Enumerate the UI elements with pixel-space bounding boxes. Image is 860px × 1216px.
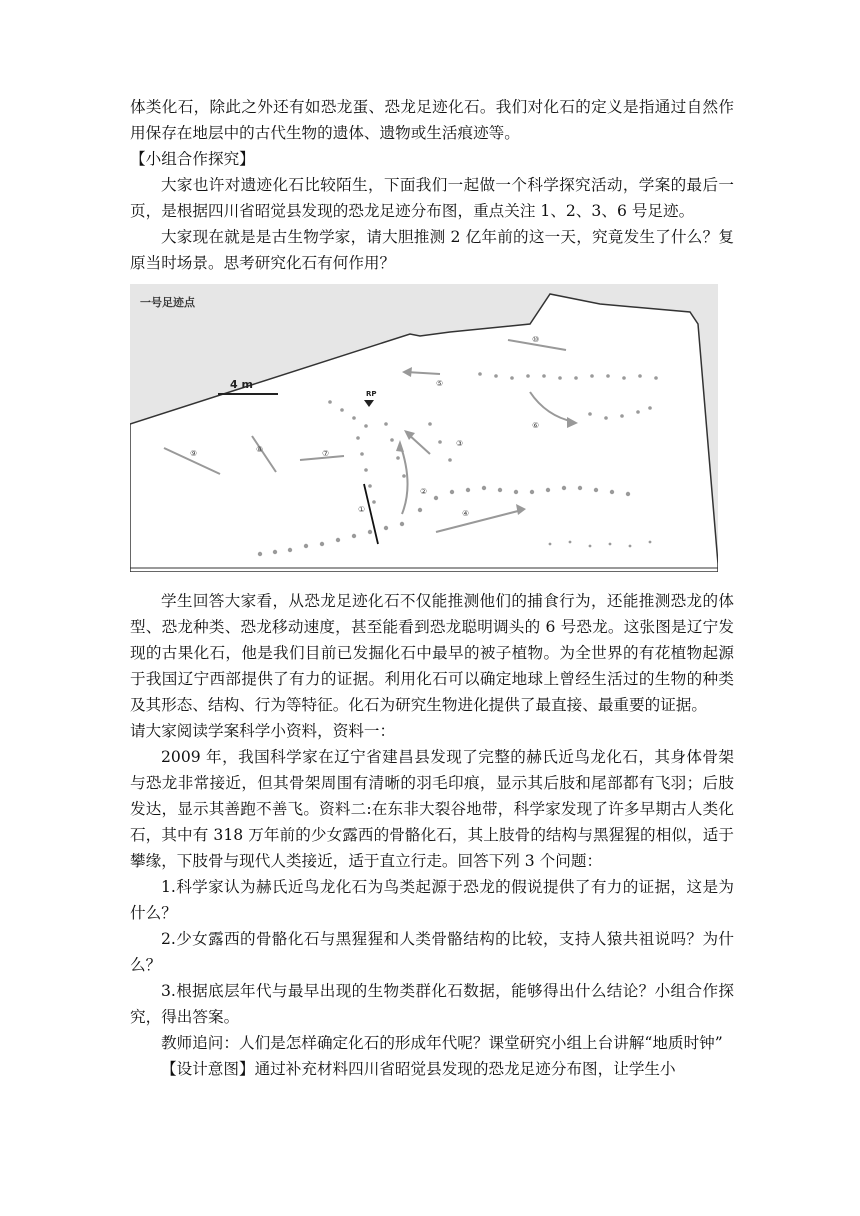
track-label-3: ③ [456, 439, 464, 448]
document-page [130, 94, 734, 1082]
paragraph: 2.少女露西的骨骼化石与黑猩猩和人类骨骼结构的比较，支持人猿共祖说吗？为什么？ [130, 930, 734, 974]
track-label-7: ⑦ [322, 449, 330, 458]
track-label-8: ⑧ [256, 445, 264, 454]
paragraph: 1.科学家认为赫氏近鸟龙化石为鸟类起源于恐龙的假说提供了有力的证据，这是为什么？ [130, 878, 734, 922]
scale-label: 4 m [230, 378, 253, 391]
text-block-bottom [130, 588, 734, 1082]
paragraph: 2009 年，我国科学家在辽宁省建昌县发现了完整的赫氏近鸟龙化石，其身体骨架与恐龙非常接近，但其骨架周围有清晰的羽毛印痕，显示其后肢和尾部都有飞羽；后肢发达，显示其善跑不善飞。资料二:在东非大裂谷地带，科学家发现了许多早期古人类化石，其中有 318 万年前的少女露西的骨骼化石，其上肢骨的结构与黑猩猩的相似，适于攀缘，下肢骨与现代人类接近，适于直立行走。回答下列 3 个问题： [130, 748, 734, 870]
track-label-4: ④ [462, 509, 470, 518]
text-block-top [130, 94, 734, 276]
paragraph: 体类化石，除此之外还有如恐龙蛋、恐龙足迹化石。我们对化石的定义是指通过自然作用保存在地层中的古代生物的遗体、遗物或生活痕迹等。 [130, 98, 734, 142]
paragraph: 大家现在就是是古生物学家，请大胆推测 2 亿年前的这一天，究竟发生了什么？复原当时场景。思考研究化石有何作用？ [130, 228, 734, 272]
dinosaur-footprint-map [130, 284, 718, 572]
paragraph: 大家也许对遗迹化石比较陌生，下面我们一起做一个科学探究活动，学案的最后一页，是根据四川省昭觉县发现的恐龙足迹分布图，重点关注 1、2、3、6 号足迹。 [130, 176, 734, 220]
track-label-10: ⑩ [532, 335, 540, 344]
paragraph: 3.根据底层年代与最早出现的生物类群化石数据，能够得出什么结论？小组合作探究，得出答案。 [130, 982, 734, 1026]
paragraph: 【设计意图】通过补充材料四川省昭觉县发现的恐龙足迹分布图，让学生小 [161, 1060, 676, 1078]
paragraph: 请大家阅读学案科学小资料，资料一： [130, 722, 396, 740]
track-label-1: ① [358, 505, 366, 514]
track-label-6: ⑥ [532, 421, 540, 430]
paragraph: 【小组合作探究】 [130, 150, 255, 168]
track-label-9: ⑨ [190, 449, 198, 458]
paragraph: 教师追问：人们是怎样确定化石的形成年代呢？课堂研究小组上台讲解“地质时钟” [161, 1034, 723, 1052]
track-label-5: ⑤ [436, 379, 444, 388]
footprint-map-svg [130, 284, 718, 572]
paragraph: 学生回答大家看，从恐龙足迹化石不仅能推测他们的捕食行为，还能推测恐龙的体型、恐龙种类、恐龙移动速度，甚至能看到恐龙聪明调头的 6 号恐龙。这张图是辽宁发现的古果化石，他是我们目前已发掘化石中最早的被子植物。为全世界的有花植物起源于我国辽宁西部提供了有力的证据。利用化石可以确定地球上曾经生活过的生物的种类及其形态、结构、行为等特征。化石为研究生物进化提供了最直接、最重要的证据。 [130, 592, 734, 714]
track-label-2: ② [420, 487, 428, 496]
rp-label: RP [366, 390, 377, 398]
figure-title: 一号足迹点 [140, 296, 195, 309]
